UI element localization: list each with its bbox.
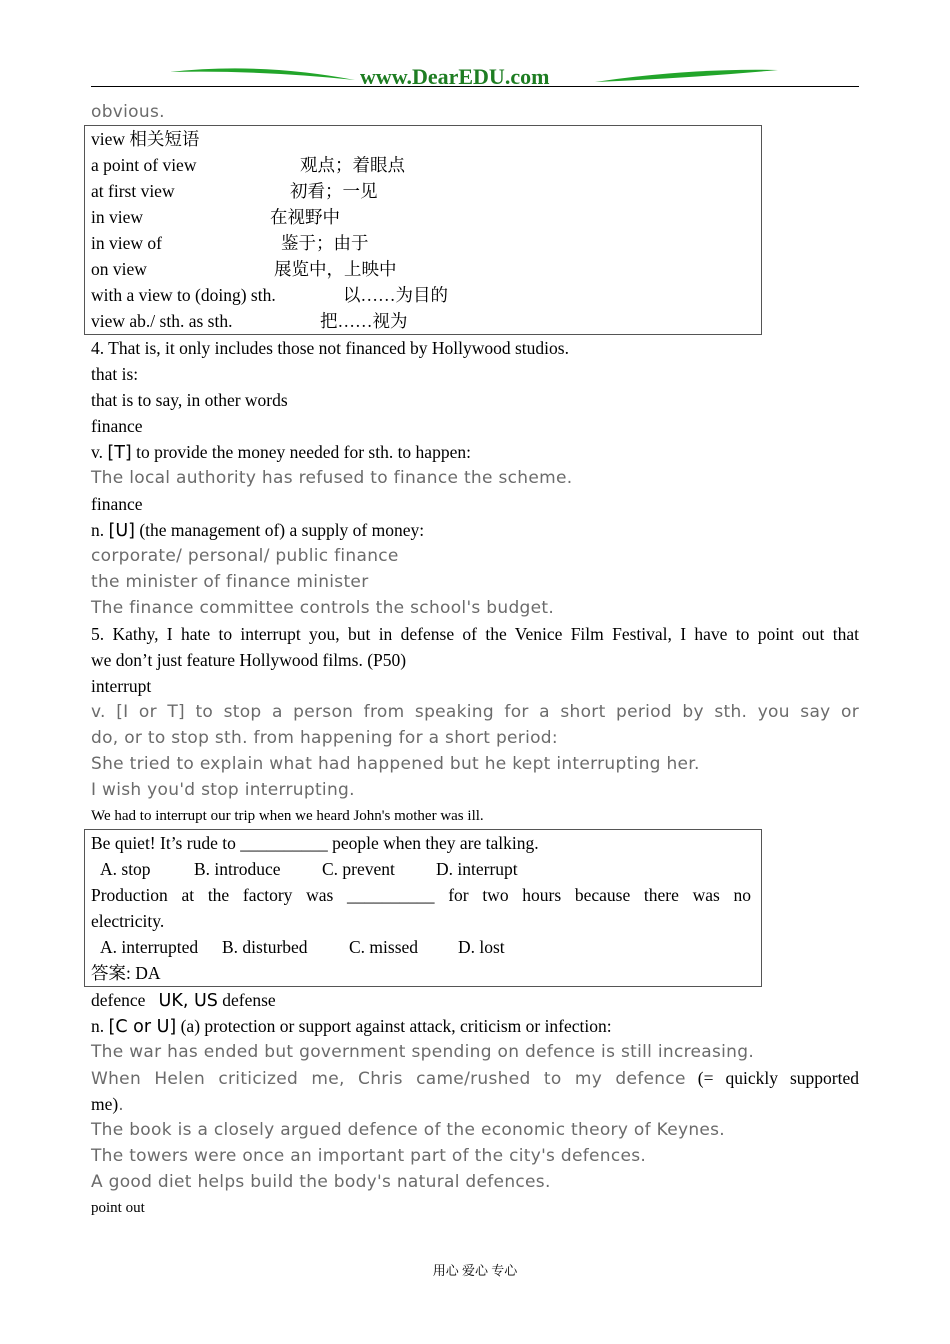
- definition: n. [U] (the management of) a supply of money:: [91, 520, 425, 541]
- phrase-row: at first view 初看；一见: [91, 181, 378, 201]
- quiz-box: [84, 829, 762, 987]
- example: The towers were once an important part of the city's defences.: [91, 1146, 647, 1166]
- header-rule: [91, 86, 859, 87]
- question-cont: electricity.: [91, 911, 165, 931]
- answer: 答案: DA: [91, 963, 161, 983]
- phrase-row: in view of 鉴于；由于: [91, 233, 369, 253]
- sentence-5-cont: we don’t just feature Hollywood films. (P50): [91, 650, 407, 670]
- term: that is:: [91, 364, 139, 384]
- term: point out: [91, 1200, 145, 1216]
- options: A. stop B. introduce C. prevent D. interrupt: [100, 859, 518, 879]
- example: A good diet helps build the body's natural defences.: [91, 1172, 551, 1192]
- definition: v. [T] to provide the money needed for sth. to happen:: [91, 442, 471, 463]
- sentence-5: 5. Kathy, I hate to interrupt you, but in defense of the Venice Film Festival, I have to point out that: [91, 624, 859, 644]
- question: Production at the factory was __________ for two hours because there was no: [91, 885, 751, 905]
- phrase-box: [84, 125, 762, 335]
- footer: 用心 爱心 专心: [432, 1263, 518, 1278]
- phrase-box-title: view 相关短语: [91, 129, 200, 149]
- example: the minister of finance minister: [91, 572, 369, 592]
- term: defence UK, US defense: [91, 990, 276, 1011]
- phrase-row: a point of view 观点；着眼点: [91, 155, 405, 175]
- example: We had to interrupt our trip when we heard John's mother was ill.: [91, 808, 484, 824]
- example-cont: me).: [91, 1094, 124, 1115]
- phrase-row: on view 展览中，上映中: [91, 259, 397, 279]
- phrase-row: in view 在视野中: [91, 207, 340, 227]
- phrase-row: view ab./ sth. as sth. 把……视为: [91, 311, 408, 331]
- dearedu-logo: [170, 62, 780, 88]
- example: The book is a closely argued defence of the economic theory of Keynes.: [91, 1120, 726, 1140]
- example: She tried to explain what had happened but he kept interrupting her.: [91, 754, 700, 774]
- logo-text: www.DearEDU.com: [360, 64, 550, 88]
- options: A. interrupted B. disturbed C. missed D. lost: [100, 937, 505, 957]
- example: The local authority has refused to finance the scheme.: [91, 468, 573, 488]
- definition: n. [C or U] (a) protection or support against attack, criticism or infection:: [91, 1016, 612, 1037]
- term: interrupt: [91, 676, 152, 696]
- question: Be quiet! It’s rude to __________ people when they are talking.: [91, 833, 539, 853]
- example: I wish you'd stop interrupting.: [91, 780, 355, 800]
- definition: do, or to stop sth. from happening for a short period:: [91, 728, 558, 748]
- term: finance: [91, 494, 143, 514]
- example: When Helen criticized me, Chris came/rushed to my defence (= quickly supported: [91, 1068, 859, 1089]
- example: The war has ended but government spending on defence is still increasing.: [91, 1042, 755, 1062]
- example: corporate/ personal/ public finance: [91, 546, 399, 566]
- intro-text: obvious.: [91, 102, 165, 122]
- sentence-4: 4. That is, it only includes those not financed by Hollywood studios.: [91, 338, 569, 358]
- example: The finance committee controls the school's budget.: [91, 598, 555, 618]
- definition: v. [I or T] to stop a person from speaking for a short period by sth. you say or: [91, 702, 859, 722]
- term: finance: [91, 416, 143, 436]
- phrase-row: with a view to (doing) sth. 以……为目的: [91, 285, 448, 305]
- definition: that is to say, in other words: [91, 390, 288, 410]
